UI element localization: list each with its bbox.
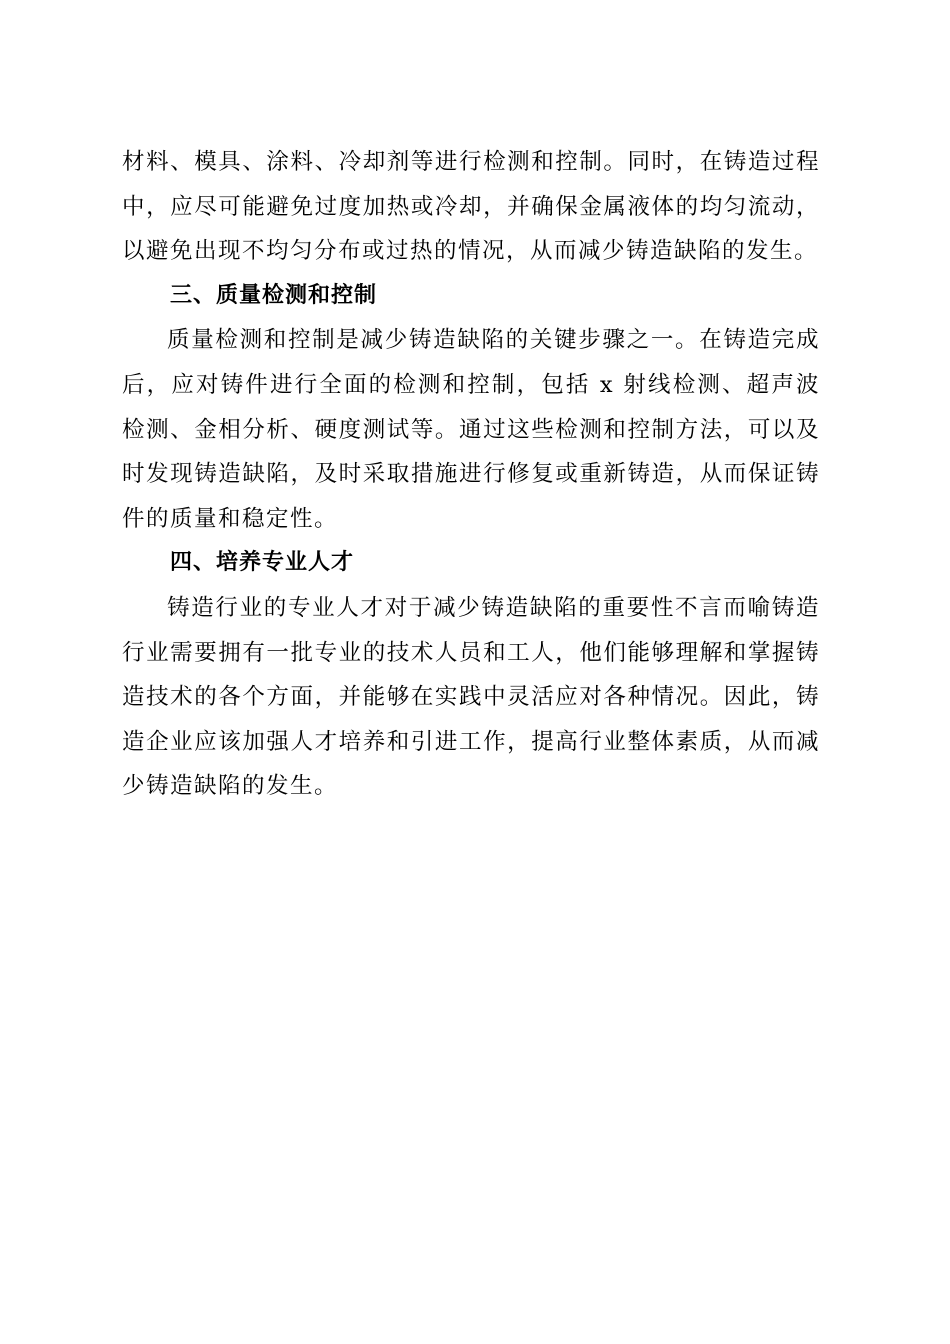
section-body-talent-training: 铸造行业的专业人才对于减少铸造缺陷的重要性不言而喻铸造行业需要拥有一批专业的技术人员和工人，他们能够理解和掌握铸造技术的各个方面，并能够在实践中灵活应对各种情况。因此，铸造企业应该加强人才培养和引进工作，提高行业整体素质，从而减少铸造缺陷的发生。 <box>122 594 820 800</box>
document-body <box>122 140 820 809</box>
section-body-quality-inspection: 质量检测和控制是减少铸造缺陷的关键步骤之一。在铸造完成后，应对铸件进行全面的检测和控制，包括 x 射线检测、超声波检测、金相分析、硬度测试等。通过这些检测和控制方法，可以及时发现铸造缺陷，及时采取措施进行修复或重新铸造，从而保证铸件的质量和稳定性。 <box>122 327 820 532</box>
continued-paragraph: 材料、模具、涂料、冷却剂等进行检测和控制。同时，在铸造过程中，应尽可能避免过度加热或冷却，并确保金属液体的均匀流动，以避免出现不均匀分布或过热的情况，从而减少铸造缺陷的发生。 <box>122 149 820 265</box>
section-heading-quality-inspection: 三、质量检测和控制 <box>170 282 378 308</box>
section-heading-talent-training: 四、培养专业人才 <box>170 550 355 576</box>
